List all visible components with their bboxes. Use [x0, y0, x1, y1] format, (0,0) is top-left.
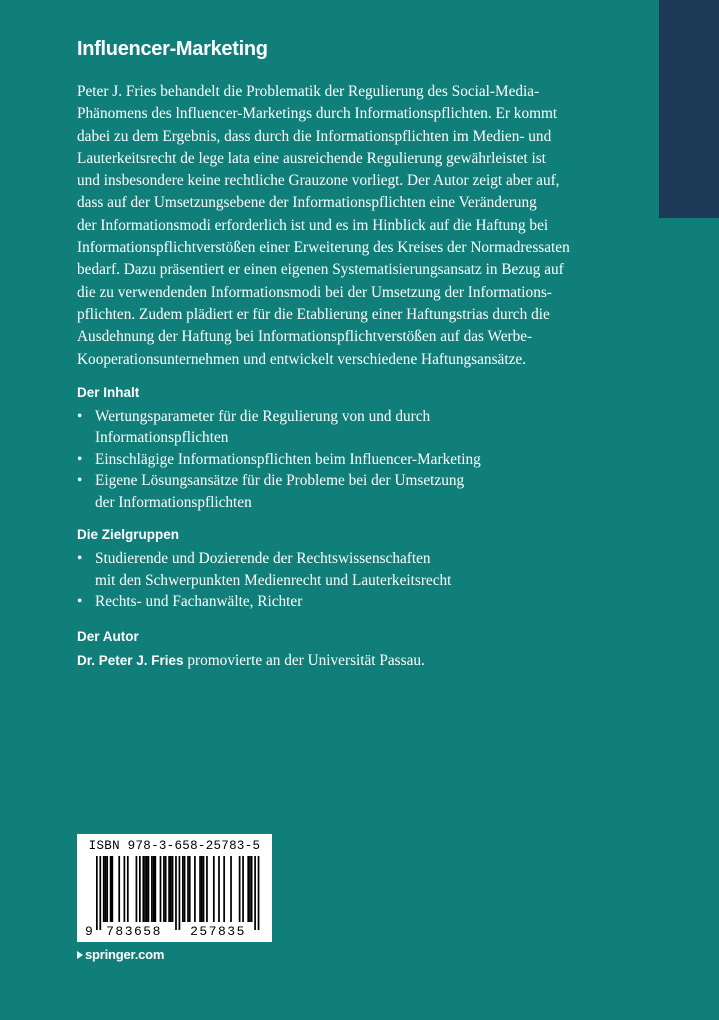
intro-line: der Informationsmodi erforderlich ist und es im Hinblick auf die Haftung bei	[77, 216, 549, 234]
barcode-bar	[201, 856, 203, 922]
section-autor	[77, 627, 629, 671]
barcode-bar	[160, 856, 162, 922]
barcode-bar	[103, 856, 105, 922]
barcode-bar	[230, 856, 232, 922]
barcode-bar	[239, 856, 241, 922]
barcode-bar	[124, 856, 126, 922]
barcode-bar	[213, 856, 215, 922]
list-item	[77, 548, 629, 591]
barcode-bar	[199, 856, 201, 922]
list-item-line: der Informationspflichten	[95, 493, 252, 511]
barcode-bar	[189, 856, 191, 922]
corner-color-block	[659, 0, 719, 218]
list-item	[77, 449, 629, 471]
barcode-bar	[247, 856, 249, 922]
list-item-line: Informationspflichten	[95, 429, 229, 447]
bullet-icon: •	[77, 450, 83, 468]
barcode-bar	[187, 856, 189, 922]
barcode-bar	[218, 856, 220, 922]
bullet-icon: •	[77, 593, 83, 611]
back-cover-content	[77, 34, 629, 671]
barcode-bars	[96, 856, 259, 930]
intro-line: pflichten. Zudem plädiert er für die Etablierung einer Haftungstrias durch die	[77, 305, 550, 323]
barcode-bar	[153, 856, 155, 922]
barcode-bar	[194, 856, 196, 922]
list-item-line: Studierende und Dozierende der Rechtswissenschaften	[95, 550, 431, 568]
intro-line: Ausdehnung der Haftung bei Informationspflichtverstößen auf das Werbe-	[77, 328, 533, 346]
barcode-bar	[223, 856, 225, 922]
springer-link[interactable]	[77, 946, 164, 964]
barcode-bar	[111, 856, 113, 922]
barcode-bar	[203, 856, 205, 922]
section-inhalt	[77, 383, 629, 514]
isbn-label: ISBN 978-3-658-25783-5	[88, 839, 261, 853]
barcode-bar	[184, 856, 186, 922]
author-bio-text: promovierte an der Universität Passau.	[183, 651, 425, 669]
section-zielgruppen	[77, 525, 629, 613]
intro-line: dabei zu dem Ergebnis, dass durch die Informationspflichten im Medien- und	[77, 127, 552, 145]
barcode-bar	[151, 856, 153, 922]
barcode-bar	[146, 856, 148, 922]
barcode-bar	[182, 856, 184, 922]
zielgruppen-list	[77, 548, 629, 613]
section-heading-zielgruppen: Die Zielgruppen	[77, 527, 180, 543]
section-heading-autor: Der Autor	[77, 628, 139, 644]
list-item	[77, 591, 629, 613]
list-item	[77, 406, 629, 449]
barcode-left-digits: 783658	[106, 924, 162, 939]
list-item	[77, 470, 629, 513]
list-item-line: Einschlägige Informationspflichten beim Influencer-Marketing	[95, 450, 481, 468]
intro-paragraph	[77, 81, 629, 371]
barcode-bar	[179, 856, 181, 930]
book-title: Influencer-Marketing	[77, 38, 268, 60]
intro-line: Lauterkeitsrecht de lege lata eine ausreichende Regulierung gewährleistet ist	[77, 149, 546, 167]
intro-line: bedarf. Dazu präsentiert er einen eigenen Systematisierungsansatz in Bezug auf	[77, 261, 564, 279]
bullet-icon: •	[77, 472, 83, 490]
barcode-bar	[242, 856, 244, 922]
barcode-bar	[118, 856, 120, 922]
intro-line: Phänomens des lnfluencer-Marketings durch Informationspflichten. Er kommt	[77, 105, 558, 123]
list-item-line: mit den Schwerpunkten Medienrecht und Lauterkeitsrecht	[95, 571, 452, 589]
arrow-right-icon	[77, 951, 83, 959]
inhalt-list	[77, 406, 629, 514]
barcode-right-digits: 257835	[190, 924, 246, 939]
barcode-bar	[163, 856, 165, 922]
barcode-graphic	[77, 834, 272, 942]
isbn-barcode	[77, 834, 272, 942]
barcode-bar	[127, 856, 129, 922]
barcode-bar	[154, 856, 156, 922]
barcode-bar	[106, 856, 108, 922]
author-bio	[77, 650, 629, 671]
barcode-bar	[148, 856, 150, 922]
barcode-bar	[110, 856, 112, 922]
barcode-bar	[175, 856, 177, 930]
author-name: Dr. Peter J. Fries	[77, 652, 184, 668]
list-item-line: Wertungsparameter für die Regulierung von und durch	[95, 407, 431, 425]
intro-line: und insbesondere keine rechtliche Grauzone vorliegt. Der Autor zeigt aber auf,	[77, 172, 560, 190]
section-heading-inhalt: Der Inhalt	[77, 384, 140, 400]
intro-line-last: Kooperationsunternehmen und entwickelt verschiedene Haftungsansätze.	[77, 350, 526, 368]
barcode-bar	[170, 856, 172, 922]
barcode-bar	[251, 856, 253, 922]
springer-link-text: springer.com	[85, 947, 165, 962]
barcode-bar	[254, 856, 256, 930]
list-item-line: Rechts- und Fachanwälte, Richter	[95, 593, 303, 611]
intro-line: die zu verwendenden Informationsmodi bei der Umsetzung der Informations-	[77, 283, 552, 301]
list-item-line: Eigene Lösungsansätze für die Probleme bei der Umsetzung	[95, 472, 465, 490]
barcode-bar	[165, 856, 167, 922]
intro-line: Peter J. Fries behandelt die Problematik der Regulierung des Social-Media-	[77, 83, 540, 100]
intro-line: dass auf der Umsetzungsebene der Informationspflichten eine Veränderung	[77, 194, 537, 212]
bullet-icon: •	[77, 550, 83, 568]
intro-line: Informationspflichtverstößen einer Erweiterung des Kreises der Normadressaten	[77, 239, 570, 257]
bullet-icon: •	[77, 407, 83, 425]
barcode-bar	[206, 856, 208, 922]
barcode-bar	[144, 856, 146, 922]
barcode-bar	[96, 856, 98, 930]
barcode-bar	[172, 856, 174, 922]
barcode-bar	[139, 856, 141, 922]
barcode-bar	[99, 856, 101, 930]
barcode-bar	[258, 856, 260, 930]
barcode-bar	[105, 856, 107, 922]
barcode-first-digit: 9	[85, 924, 93, 939]
barcode-bar	[136, 856, 138, 922]
barcode-bar	[142, 856, 144, 922]
barcode-bar	[249, 856, 251, 922]
barcode-bar	[168, 856, 170, 922]
